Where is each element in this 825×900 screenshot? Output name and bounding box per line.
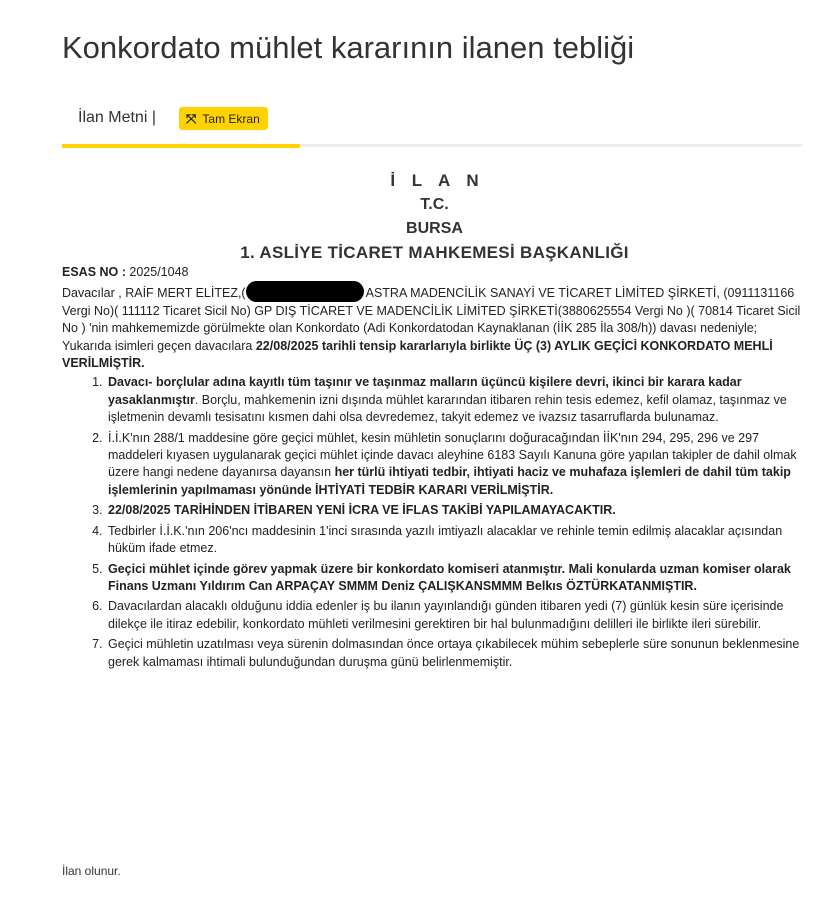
doc-heading-court: 1. ASLİYE TİCARET MAHKEMESİ BAŞKANLIĞI	[240, 243, 629, 262]
item1-rest: . Borçlu, mahkemenin izni dışında mühlet kararından itibaren rehin tesis edemez, kefil olamaz, taşınmaz ve işletmenin devamlı tesisatını kısmen dahi olsa devredemez, takyit edemez ve ivazsız tasarruflarda bulunamaz.	[108, 392, 787, 425]
tab-ilan-metni[interactable]	[62, 110, 300, 148]
plaintiffs-text-b: ASTRA MADENCİLİK SANAYİ VE TİCARET LİMİTED ŞİRKETİ, (0911131166 Vergi No)( 111112 Ticaret Sicil No) GP DIŞ TİCARET VE MADENCİLİK LİMİTED ŞİRKETİ(3880625554 Vergi No )( 70814 Ticaret Sicil No ) 'nin mahkememizde görülmekte olan Konkordato (Adi Konkordatodan Kaynaklanan (İİK 285 İla 308/h)) davası nedeniyle;	[62, 286, 801, 336]
expand-arrows-icon: ⤧	[186, 111, 197, 126]
tab-bar	[62, 110, 802, 147]
list-item	[106, 430, 807, 500]
list-item	[106, 502, 807, 519]
item6-text: Davacılardan alacaklı olduğunu iddia edenler iş bu ilanın yayınlandığı günden itibaren yedi (7) günlük kesin süre içerisinde dilekçe ile itiraz edebilir, konkordato mühleti verilmesini gerektiren bir hal bulunmadığını delilleri ile birlikte ileri sürebilir.	[108, 599, 784, 631]
esas-value: 2025/1048	[129, 265, 189, 279]
esas-no	[62, 264, 807, 281]
redaction-mark	[246, 281, 364, 302]
esas-label: ESAS NO :	[62, 265, 126, 279]
announcement-text	[62, 170, 807, 674]
list-item	[106, 598, 807, 633]
item5-bold: Geçici mühlet içinde görev yapmak üzere bir konkordato komiseri atanmıştır. Mali konularda uzman komiser olarak Finans Uzmanı Yıldırım Can ARPAÇAY SMMM Deniz ÇALIŞKANSMMM Belkıs ÖZTÜRKATANMIŞTIR.	[108, 561, 791, 593]
page-title: Konkordato mühlet kararının ilanen tebliği	[62, 30, 635, 65]
list-item	[106, 636, 807, 671]
decision-list	[62, 374, 807, 671]
item4-text: Tedbirler İ.İ.K.'nın 206'ncı maddesinin 1'inci sırasında yazılı imtiyazlı alacaklar ve rehinle temin edilmiş alacaklar açısından hüküm ifade etmez.	[108, 523, 783, 556]
plaintiffs-text-a: Davacılar , RAİF MERT ELİTEZ,(	[62, 286, 246, 301]
doc-heading-ilan: İ L A N	[390, 171, 485, 190]
fullscreen-button[interactable]	[179, 107, 268, 130]
closing-text: İlan olunur.	[62, 864, 121, 878]
list-item	[106, 374, 807, 426]
decision-text-a: Yukarıda isimleri geçen davacılara	[62, 338, 256, 353]
decision-paragraph	[62, 338, 807, 373]
tab-ilan-label: İlan Metni |	[78, 109, 156, 126]
item1-bold: Davacı- borçlular adına kayıtlı tüm taşınır ve taşınmaz malların üçüncü kişilere devri, ikinci bir karara kadar yasaklanmıştır	[108, 375, 742, 407]
decision-text-b: 22/08/2025 tarihli tensip kararlarıyla birlikte ÜÇ (3) AYLIK GEÇİCİ KONKORDATO MEHLİ VERİLMİŞTİR.	[62, 338, 773, 371]
item7-text: Geçici mühletin uzatılması veya sürenin dolmasından önce ortaya çıkabilecek mühim sebeplerle süre sonunun beklenmesine gerek kalmaması ihtimali bulunduğundan duruşma günü belirlenmemiştir.	[108, 637, 800, 669]
item2-text: İ.İ.K'nın 288/1 maddesine göre geçici mühlet, kesin mühletin sonuçlarını doğuracağından İİK'nın 294, 295, 296 ve 297 maddeleri kıyasen uygulanarak geçici mühlet içinde davacı aleyhine 6183 Sayılı Kanuna göre yapılan takipler de dahil olmak üzere hangi nedene dayanırsa dayansın	[108, 430, 797, 480]
item3-bold: 22/08/2025 TARİHİNDEN İTİBAREN YENİ İCRA VE İFLAS TAKİBİ YAPILAMAYACAKTIR.	[108, 503, 616, 518]
doc-heading-tc: T.C.	[420, 196, 449, 213]
item2-bold: her türlü ihtiyati tedbir, ihtiyati haciz ve muhafaza işlemleri de dahil tüm takip işlemlerinin yapılmaması yönünde İHTİYATİ TEDBİR KARARI VERİLMİŞTİR.	[108, 465, 791, 497]
list-item	[106, 561, 807, 596]
doc-heading-city: BURSA	[406, 220, 463, 237]
fullscreen-label: Tam Ekran	[202, 111, 260, 126]
plaintiffs-paragraph	[62, 281, 807, 337]
list-item	[106, 523, 807, 558]
